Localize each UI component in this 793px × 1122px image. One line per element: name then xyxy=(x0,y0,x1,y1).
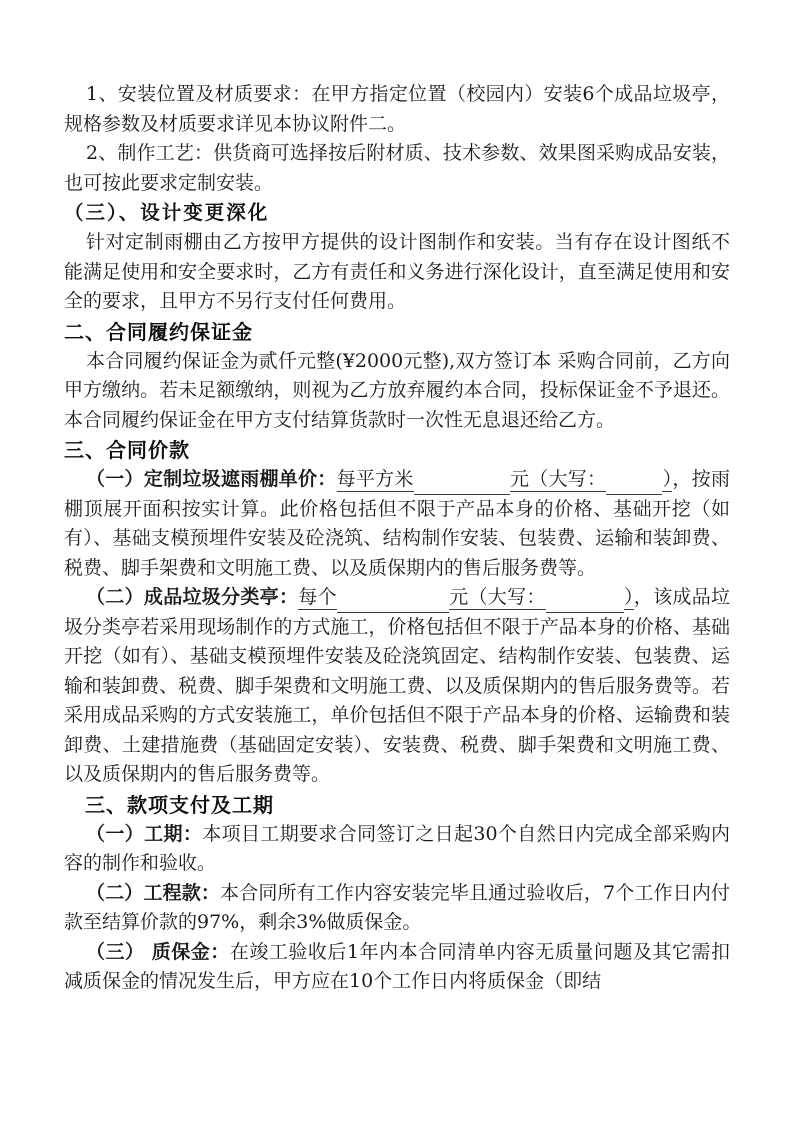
clause-body-text: 本合同所有工作内容安装完毕且通过验收后，7个工作日内付款至结算价款的97%，剩余3%做质保金。 xyxy=(64,881,730,933)
blank-fill-amount-words xyxy=(546,592,624,613)
subsection-heading-design-change: （三）、设计变更深化 xyxy=(64,201,270,224)
clause-label: （二）成品垃圾分类亭： xyxy=(86,586,299,608)
clause-unit-price-pavilion xyxy=(64,583,730,790)
blank-fill-amount-words xyxy=(606,474,662,495)
section-heading-contract-price: 三、合同价款 xyxy=(64,438,190,462)
clause-project-duration xyxy=(64,820,730,879)
price-unit-text: 每平方米 xyxy=(336,468,414,490)
clause-label: （三） 质保金： xyxy=(86,940,230,963)
clause-label: （一）工期： xyxy=(86,822,203,845)
clause-unit-price-canopy xyxy=(64,465,730,583)
price-caps-close: ） xyxy=(662,468,673,490)
clause-progress-payment xyxy=(64,879,730,938)
clause-body-text: ，该成品垃圾分类亭若采用现场制作的方式施工，价格包括但不限于产品本身的价格、基础开挖（如有）、基础支模预埋件安装及砼浇筑固定、结构制作安装、包装费、运输和装卸费、税费、脚手架费和文明施工费、以及质保期内的售后服务费等。若采用成品采购的方式安装施工，单价包括但不限于产品本身的价格、运输费和装卸费、土建措施费（基础固定安装）、安装费、税费、脚手架费和文明施工费、以及质保期内的售后服务费等。 xyxy=(64,586,730,785)
blank-fill-amount xyxy=(337,592,449,613)
clause-install-requirements: 1、安装位置及材质要求：在甲方指定位置（校园内）安装6个成品垃圾亭，规格参数及材质要求详见本协议附件二。 xyxy=(64,83,730,135)
section-heading-payment-schedule: 三、款项支付及工期 xyxy=(85,792,274,817)
clause-body-text: ，按雨棚顶展开面积按实计算。此价格包括但不限于产品本身的价格、基础开挖（如有）、基础支模预埋件安装及砼浇筑、结构制作安装、包装费、运输和装卸费、税费、脚手架费和文明施工费、以及质保期内的售后服务费等。 xyxy=(64,468,730,579)
clause-body-text: 本项目工期要求合同签订之日起30个自然日内完成全部采购内容的制作和验收。 xyxy=(64,822,730,874)
section-heading-performance-bond: 二、合同履约保证金 xyxy=(64,319,253,344)
price-unit-text: 每个 xyxy=(298,586,337,608)
price-caps-close: ） xyxy=(623,586,634,608)
clause-warranty-retention xyxy=(64,938,730,997)
clause-label: （二）工程款： xyxy=(86,881,221,904)
blank-fill-amount xyxy=(414,474,510,495)
price-caps-text: 元（大写： xyxy=(448,586,546,608)
clause-body-text: 在竣工验收后1年内本合同清单内容无质量问题及其它需扣减质保金的情况发生后，甲方应在10个工作日内将质保金（即结 xyxy=(64,940,730,992)
clause-design-change-detail: 针对定制雨棚由乙方按甲方提供的设计图制作和安装。当有存在设计图纸不能满足使用和安全要求时，乙方有责任和义务进行深化设计，直至满足使用和安全的要求，且甲方不另行支付任何费用。 xyxy=(64,231,730,312)
clause-label: （一）定制垃圾遮雨棚单价： xyxy=(86,468,337,490)
price-caps-text: 元（大写： xyxy=(509,468,607,490)
clause-fabrication-process: 2、制作工艺：供货商可选择按后附材质、技术参数、效果图采购成品安装，也可按此要求定制安装。 xyxy=(64,142,730,194)
clause-performance-bond: 本合同履约保证金为贰仟元整(¥2000元整),双方签订本 采购合同前，乙方向甲方缴纳。若未足额缴纳，则视为乙方放弃履约本合同，投标保证金不予退还。本合同履约保证金在甲方支付结算货款时一次性无息退还给乙方。 xyxy=(64,349,730,431)
